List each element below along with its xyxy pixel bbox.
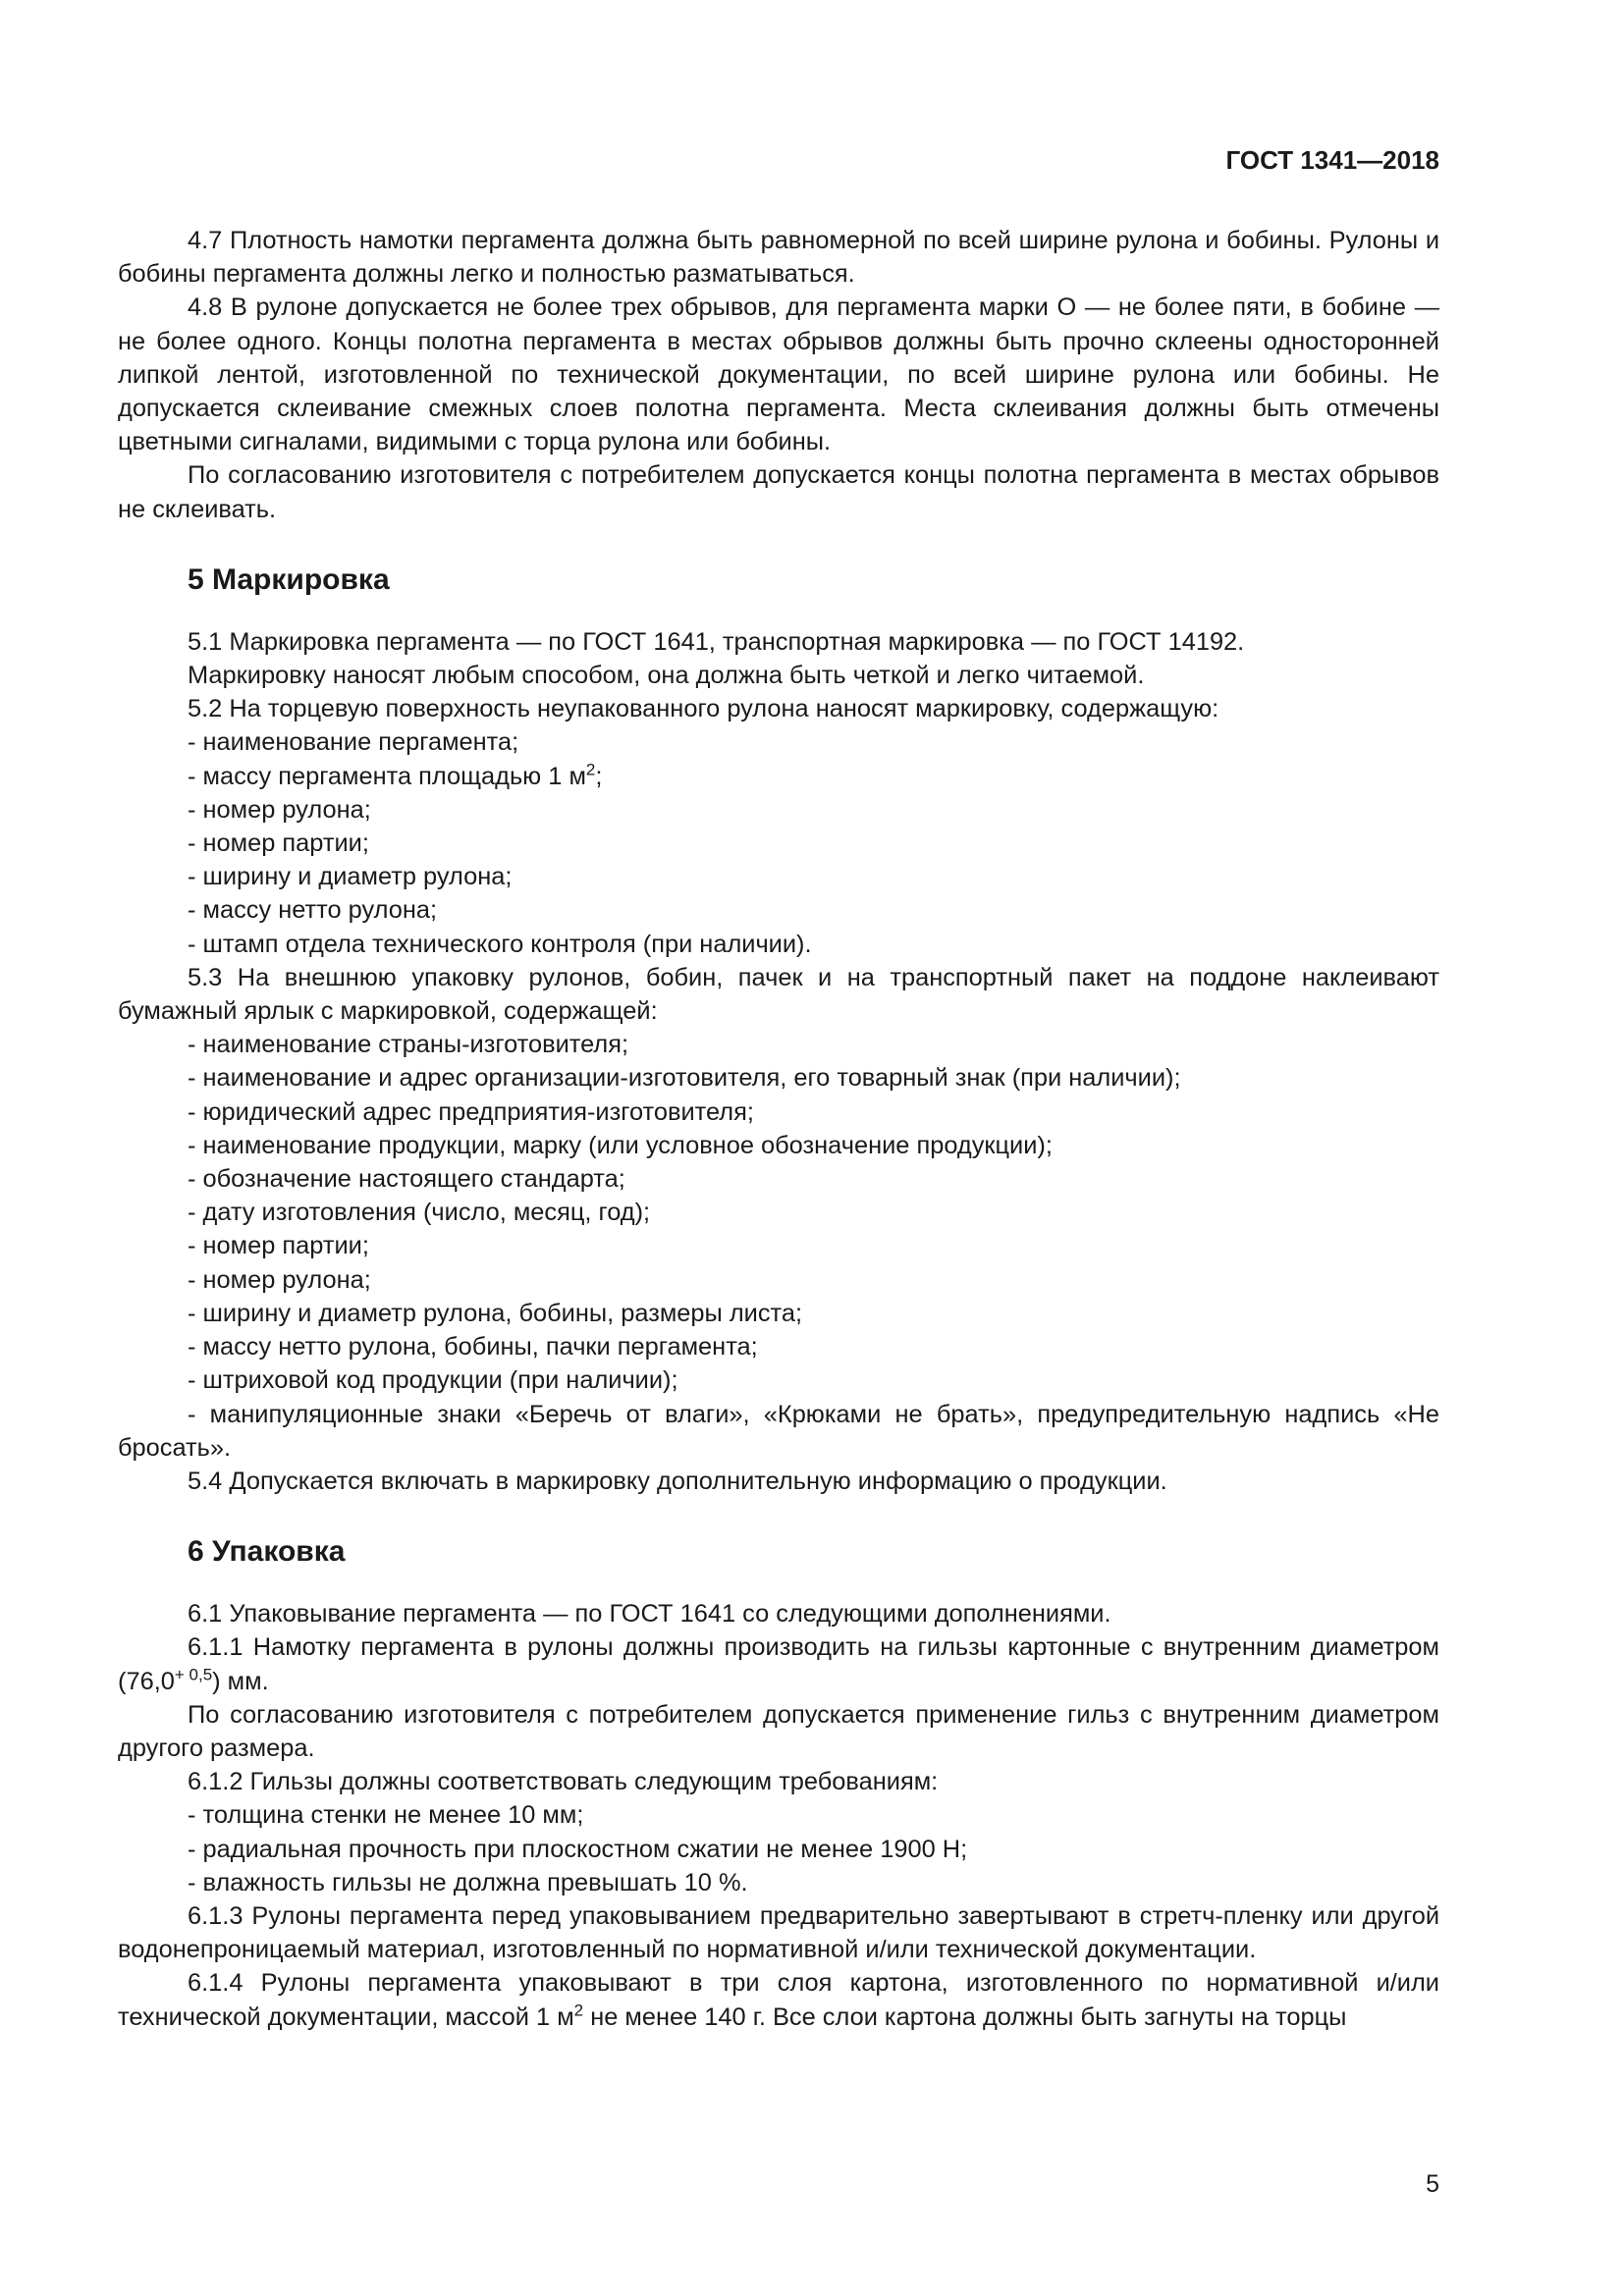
list-item: - наименование пергамента;: [188, 728, 519, 757]
section-6-title: 6 Упаковка: [188, 1535, 346, 1569]
list-item: [118, 760, 1439, 793]
list-item: - номер рулона;: [188, 795, 371, 824]
document-page: [118, 0, 1439, 2296]
superscript: 2: [585, 760, 596, 779]
paragraph-5-1-b: Маркировку наносят любым способом, она должна быть четкой и легко читаемой.: [188, 662, 1145, 690]
paragraph-6-1-3: 6.1.3 Рулоны пергамента перед упаковыванием предварительно завертывают в стретч-пленку или другой водонепроницаемый материал, изготовленный по нормативной и/или технической документации.: [118, 1901, 1439, 1964]
list-item: - номер партии;: [188, 829, 369, 858]
superscript: 2: [573, 2001, 584, 2020]
list-item: - ширину и диаметр рулона, бобины, размеры листа;: [188, 1299, 803, 1327]
list-item: - номер рулона;: [188, 1265, 371, 1294]
paragraph-text-end: не менее 140 г. Все слои картона должны быть загнуты на торцы: [583, 2002, 1347, 2031]
paragraph-5-2: 5.2 На торцевую поверхность неупакованного рулона наносят маркировку, содержащую:: [188, 695, 1219, 723]
list-item: - номер партии;: [188, 1232, 369, 1260]
page-number: 5: [1426, 2170, 1439, 2198]
list-item: - массу нетто рулона, бобины, пачки пергамента;: [188, 1333, 758, 1362]
list-item: - массу нетто рулона;: [188, 896, 438, 925]
paragraph-5-4: 5.4 Допускается включать в маркировку дополнительную информацию о продукции.: [188, 1467, 1167, 1495]
list-item-text: - массу пергамента площадью 1 м: [188, 762, 586, 790]
paragraph-4-8: 4.8 В рулоне допускается не более трех обрывов, для пергамента марки О — не более пяти, в бобине — не более одного. Концы полотна пергамента в местах обрывов должны быть прочно склеены односторонней липкой лентой, изготовленной по технической документации, по всей ширине рулона или бобины. Не допускается склеивание смежных слоев полотна пергамента. Места склеивания должны быть отмечены цветными сигналами, видимыми с торца рулона или бобины.: [118, 294, 1439, 456]
list-item: - юридический адрес предприятия-изготовителя;: [188, 1097, 754, 1126]
paragraph-6-1: 6.1 Упаковывание пергамента — по ГОСТ 1641 со следующими дополнениями.: [188, 1600, 1111, 1629]
list-item: - обозначение настоящего стандарта;: [188, 1165, 625, 1194]
list-item: - штриховой код продукции (при наличии);: [188, 1366, 678, 1395]
document-code-header: ГОСТ 1341—2018: [1225, 145, 1439, 175]
paragraph-5-3: 5.3 На внешнюю упаковку рулонов, бобин, пачек и на транспортный пакет на поддоне наклеивают бумажный ярлык с маркировкой, содержащей:: [118, 963, 1439, 1026]
list-item: - наименование продукции, марку (или условное обозначение продукции);: [188, 1131, 1053, 1159]
list-item: - радиальная прочность при плоскостном сжатии не менее 1900 Н;: [188, 1835, 968, 1863]
paragraph-text: 6.1.4 Рулоны пергамента упаковывают в три слоя картона, изготовленного по нормативной и/или технической документации, массой 1 м: [118, 1969, 1439, 2031]
paragraph-6-1-1: [118, 1630, 1439, 1697]
paragraph-4-7: 4.7 Плотность намотки пергамента должна быть равномерной по всей ширине рулона и бобины. Рулоны и бобины пергамента должны легко и полностью разматываться.: [118, 227, 1439, 289]
list-item: - влажность гильзы не должна превышать 10 %.: [188, 1868, 748, 1896]
document-body: [118, 224, 1439, 2034]
paragraph-4-8-note: По согласованию изготовителя с потребителем допускается концы полотна пергамента в местах обрывов не склеивать.: [118, 461, 1439, 523]
paragraph-6-1-2: 6.1.2 Гильзы должны соответствовать следующим требованиям:: [188, 1768, 939, 1796]
paragraph-5-1: 5.1 Маркировка пергамента — по ГОСТ 1641, транспортная маркировка — по ГОСТ 14192.: [188, 627, 1245, 656]
list-item-wrapping: - манипуляционные знаки «Беречь от влаги», «Крюками не брать», предупредительную надпись «Не бросать».: [118, 1400, 1439, 1462]
paragraph-text-end: ) мм.: [212, 1667, 269, 1695]
paragraph-6-1-1-note: По согласованию изготовителя с потребителем допускается применение гильз с внутренним диаметром другого размера.: [118, 1700, 1439, 1762]
list-item: - наименование и адрес организации-изготовителя, его товарный знак (при наличии);: [188, 1064, 1181, 1093]
section-5-title: 5 Маркировка: [188, 562, 390, 596]
list-item-punct: ;: [595, 762, 603, 790]
paragraph-6-1-4: [118, 1966, 1439, 2033]
list-item: - наименование страны-изготовителя;: [188, 1031, 629, 1059]
list-item: - толщина стенки не менее 10 мм;: [188, 1801, 584, 1830]
list-item: - дату изготовления (число, месяц, год);: [188, 1199, 651, 1227]
superscript-tolerance: + 0,5: [174, 1665, 213, 1684]
list-item: - ширину и диаметр рулона;: [188, 863, 513, 891]
paragraph-text: 6.1.1 Намотку пергамента в рулоны должны производить на гильзы картонные с внутренним диаметром (76,0: [118, 1633, 1439, 1695]
list-item: - штамп отдела технического контроля (при наличии).: [188, 930, 812, 958]
